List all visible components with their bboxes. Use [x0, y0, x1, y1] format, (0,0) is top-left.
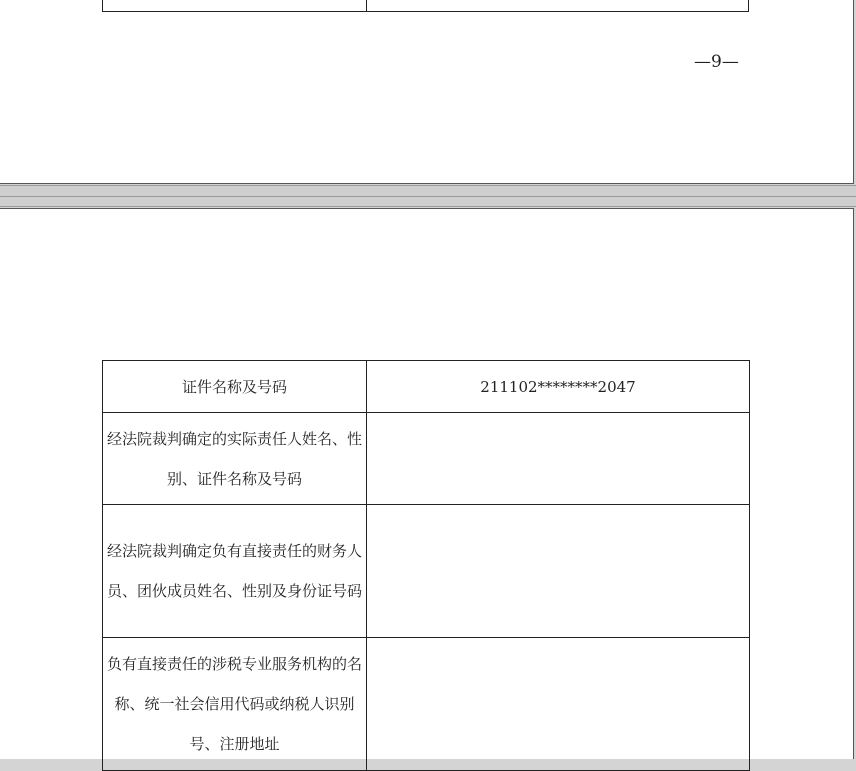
row-label: 经法院裁判确定负有直接责任的财务人员、团伙成员姓名、性别及身份证号码	[103, 505, 367, 638]
row-label: 经法院裁判确定的实际责任人姓名、性别、证件名称及号码	[103, 413, 367, 505]
table-row	[103, 505, 750, 638]
previous-table-end	[102, 0, 749, 12]
row-label: 证件名称及号码	[103, 361, 367, 413]
table-row	[103, 638, 750, 771]
row-label: 负有直接责任的涉税专业服务机构的名称、统一社会信用代码或纳税人识别号、注册地址	[103, 638, 367, 771]
column-divider	[366, 0, 367, 11]
gap-line-top	[0, 185, 856, 186]
table-row	[103, 361, 750, 413]
info-table	[102, 360, 750, 771]
gap-line-middle	[0, 196, 856, 197]
row-value	[367, 413, 750, 505]
page-gap	[0, 185, 856, 207]
row-value: 211102********2047	[367, 361, 750, 413]
current-page	[0, 208, 854, 759]
page-number: —9—	[694, 52, 739, 72]
table-row	[103, 413, 750, 505]
gap-line-bottom	[0, 206, 856, 207]
row-value	[367, 505, 750, 638]
row-value	[367, 638, 750, 771]
previous-page	[0, 0, 854, 184]
